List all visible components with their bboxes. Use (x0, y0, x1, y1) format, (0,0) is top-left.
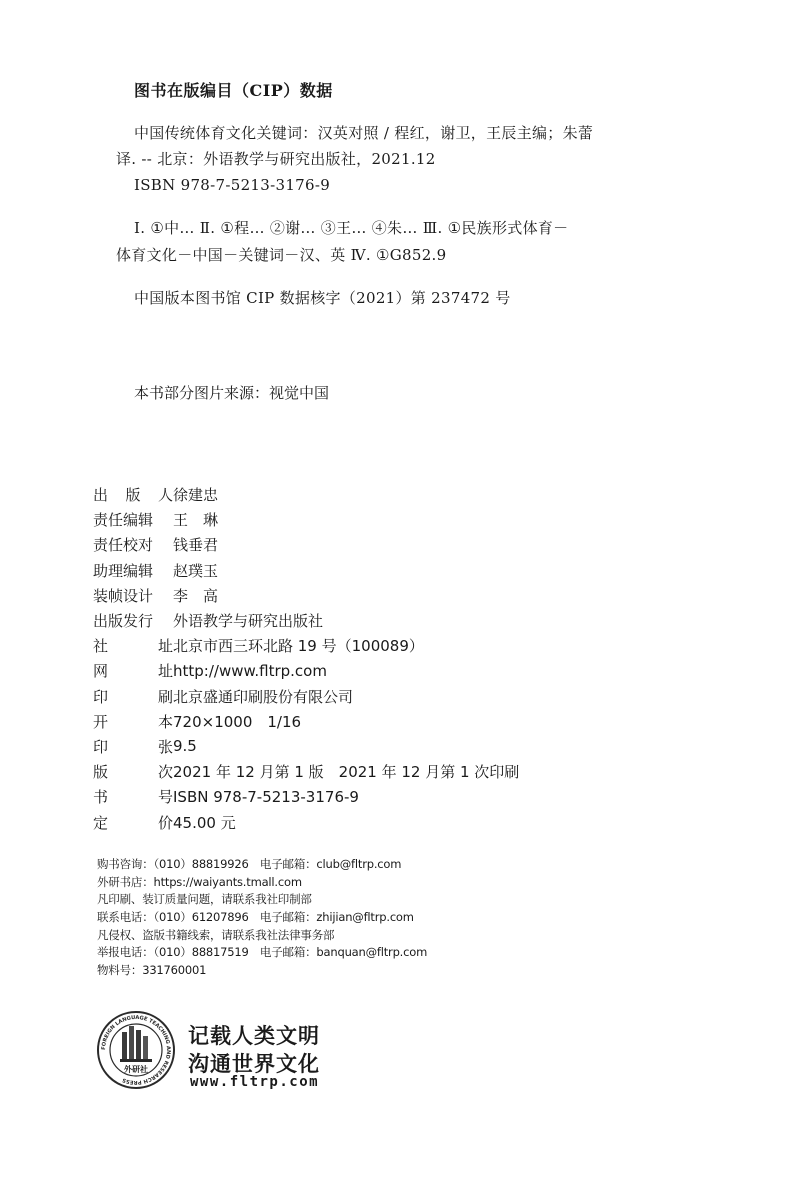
slogan-line-2: 沟通世界文化 (188, 1052, 320, 1076)
logo-website: www.fltrp.com (190, 1074, 320, 1090)
cip-classification-2: 体育文化－中国－关键词－汉、英 Ⅳ. ①G852.9 (116, 246, 447, 264)
info-row-address (93, 633, 519, 658)
cip-record-number: 中国版本图书馆 CIP 数据核字（2021）第 237472 号 (134, 289, 511, 307)
info-value: 45.00 元 (173, 813, 236, 832)
info-row-distributor (93, 608, 519, 633)
fltrp-logo-icon (96, 1010, 176, 1090)
info-value: 赵璞玉 (173, 561, 219, 580)
info-value: 王 琳 (173, 511, 219, 530)
contact-line: 举报电话：（010）88817519 电子邮箱：banquan@fltrp.com (97, 945, 428, 960)
info-label: 网 址 (93, 662, 173, 681)
cip-isbn: ISBN 978-7-5213-3176-9 (134, 176, 331, 194)
info-row-price (93, 809, 519, 834)
contact-line: 外研书店：https://waiyants.tmall.com (97, 874, 302, 889)
info-label: 社 址 (93, 637, 173, 656)
info-label: 出版发行 (93, 612, 154, 631)
info-value: 外语教学与研究出版社 (173, 612, 324, 631)
cip-classification-1: Ⅰ. ①中… Ⅱ. ①程… ②谢… ③王… ④朱… Ⅲ. ①民族形式体育－ (134, 219, 569, 237)
publisher-info (93, 482, 519, 835)
info-row-isbn (93, 784, 519, 809)
image-source-note: 本书部分图片来源：视觉中国 (134, 384, 330, 402)
info-row-publisher (93, 482, 519, 507)
info-value: 720×1000 1/16 (173, 712, 302, 731)
info-value: 徐建忠 (173, 486, 219, 505)
info-value: 北京盛通印刷股份有限公司 (173, 687, 354, 706)
info-value: 9.5 (173, 737, 197, 756)
info-value: 钱垂君 (173, 536, 219, 555)
info-row-format (93, 709, 519, 734)
info-label: 助理编辑 (93, 561, 154, 580)
info-row-editor (93, 507, 519, 532)
info-row-edition (93, 759, 519, 784)
info-row-proofreader (93, 532, 519, 557)
info-row-sheets (93, 734, 519, 759)
info-label: 装帧设计 (93, 586, 154, 605)
info-row-website (93, 658, 519, 683)
svg-text:外研社: 外研社 (124, 1065, 148, 1074)
svg-text:FOREIGN LANGUAGE TEACHING AND: FOREIGN LANGUAGE TEACHING AND RESEARCH PRESS (100, 1014, 172, 1086)
website-link: http://www.fltrp.com (173, 661, 327, 680)
cip-line-2: 译. -- 北京：外语教学与研究出版社，2021.12 (116, 150, 436, 168)
slogan-line-1: 记载人类文明 (188, 1024, 320, 1048)
info-label: 印 张 (93, 737, 173, 756)
info-value: 北京市西三环北路 19 号（100089） (173, 637, 424, 656)
info-label: 出 版 人 (93, 486, 173, 505)
info-label: 书 号 (93, 788, 173, 807)
info-value: ISBN 978-7-5213-3176-9 (173, 787, 359, 806)
info-label: 责任校对 (93, 536, 154, 555)
info-label: 印 刷 (93, 687, 173, 706)
contact-line: 物料号：331760001 (97, 962, 207, 977)
info-row-designer (93, 583, 519, 608)
contact-line: 购书咨询：（010）88819926 电子邮箱：club@fltrp.com (97, 856, 402, 871)
contact-line: 凡侵权、盗版书籍线索，请联系我社法律事务部 (97, 927, 335, 942)
info-label: 开 本 (93, 712, 173, 731)
info-label: 定 价 (93, 813, 173, 832)
contact-block (97, 855, 427, 979)
contact-line: 凡印刷、装订质量问题，请联系我社印制部 (97, 892, 312, 907)
info-value: 2021 年 12 月第 1 版 2021 年 12 月第 1 次印刷 (173, 763, 520, 782)
info-row-assistant-editor (93, 558, 519, 583)
info-row-printer (93, 684, 519, 709)
cip-line-1: 中国传统体育文化关键词：汉英对照 / 程红，谢卫，王辰主编；朱蕾 (134, 124, 594, 142)
info-label: 版 次 (93, 763, 173, 782)
contact-line: 联系电话：（010）61207896 电子邮箱：zhijian@fltrp.com (97, 909, 414, 924)
info-value: 李 高 (173, 586, 219, 605)
cip-title: 图书在版编目（CIP）数据 (134, 81, 333, 100)
info-label: 责任编辑 (93, 511, 154, 530)
